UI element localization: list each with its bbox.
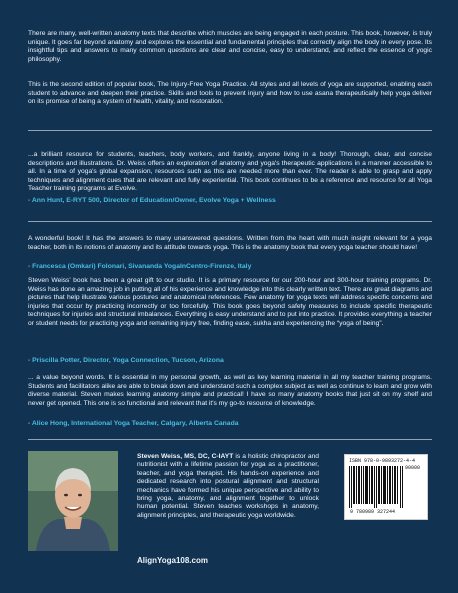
section-divider	[28, 221, 432, 222]
testimonial-quote-4: ... a value beyond words. It is essential in my personal growth, as well as key learning material in all my teacher training programs. Students and facilitators alike are able to break down and understand such a complex subject as well as continue to learn and grow with diverse material. Steven makes learning anatomy simple and practical! I have so many anatomy books that just sit on my shelf and never get opened. This one is so functional and relevant that it's my go-to resource of knowledge.	[28, 374, 432, 407]
isbn-number: ISBN 978-0-9893272-4-4	[349, 458, 416, 464]
author-photo	[28, 451, 118, 551]
testimonial-quote-3: Steven Weiss' book has been a great gift to our studio. It is a primary resource for our 200-hour and 300-hour training programs. Dr. Weiss has done an amazing job in putting all of his experience and knowledge into this clearly written text. There are great diagrams and pictures that help illustrate various postures and anatomical references. Few anatomy for yoga texts will address specific concerns and injuries that occur by practicing incorrectly or too forcefully. This book goes beyond safety measures to include specific therapeutic techniques for injuries and structural imbalances. Everything is easy understand and to put into practice. It provides everything a teacher or student needs for practicing yoga and remaining injury free, finding ease, sukha and experiencing the “yoga of being”.	[28, 277, 432, 327]
author-bio	[137, 453, 319, 520]
intro-paragraph-2: This is the second edition of popular book, The Injury-Free Yoga Practice. All styles and all levels of yoga are supported, enabling each student to advance and deepen their practice. Skills and tools to prevent injury and how to use asana therapeutically help yoga deliver on its promise of being a system of health, vitality, and restoration.	[28, 81, 432, 105]
testimonial-author-1: - Ann Hunt, E-RYT 500, Director of Education/Owner, Evolve Yoga + Wellness	[28, 197, 276, 204]
isbn-barcode	[344, 454, 428, 520]
author-name: Steven Weiss, MS, DC, C-IAYT	[137, 453, 234, 460]
barcode-digits: 9 780989 327244	[350, 509, 396, 515]
testimonial-author-4: - Alice Hong, International Yoga Teacher, Calgary, Alberta Canada	[28, 420, 239, 427]
testimonial-quote-1: ...a brilliant resource for students, teachers, body workers, and frankly, anyone living in a body! Thorough, clear, and concise descriptions and illustrations. Dr. Weiss offers an exploration of anatomy and yoga's therapeutic applications in a manner accessible to all. In a time of yoga's global expansion, resources such as this are needed more than ever. The reader is able to grasp and apply techniques and alignment cues that are relevant and fully experiential. This book continues to be a reference and resource for all Yoga Teacher training programs at Evolve.	[28, 151, 432, 192]
section-divider	[28, 130, 432, 131]
testimonial-quote-2: A wonderful book! It has the answers to many unanswered questions. Written from the heart with much insight relevant for a yoga teacher, both in its notions of anatomy and its attitude towards yoga. This is the anatomy book that every yoga teacher should have!	[28, 235, 432, 251]
section-divider	[28, 439, 432, 440]
barcode-bars	[349, 466, 403, 508]
author-bio-text: is a holistic chiropractor and nutritionist with a lifetime passion for yoga as a practitioner, teacher, and yoga therapist. His hands-on experience and dedicated research into postural alignment and structural mechanics have formed his unique perspective and ability to bring yoga, anatomy, and alignment together to unlock human potential. Steven teaches workshops in anatomy, alignment principles, and therapeutic yoga worldwide.	[137, 453, 319, 519]
author-website: AlignYoga108.com	[137, 556, 208, 565]
testimonial-author-2: - Francesca (Omkari) Folonari, Sivananda YogaInCentro-Firenze, Italy	[28, 263, 252, 270]
intro-paragraph-1: There are many, well-written anatomy texts that describe which muscles are being engaged in each posture. This book, however, is truly unique. It goes far beyond anatomy and explores the essential and fundamental principles that correctly align the body in every pose. Its insightful tips and answers to many common questions are clear and concise, easy to understand, and reflect the essence of yogic philosophy.	[28, 30, 432, 63]
price-code: 90000	[405, 465, 421, 471]
testimonial-author-3: - Priscilla Potter, Director, Yoga Connection, Tucson, Arizona	[28, 357, 224, 364]
